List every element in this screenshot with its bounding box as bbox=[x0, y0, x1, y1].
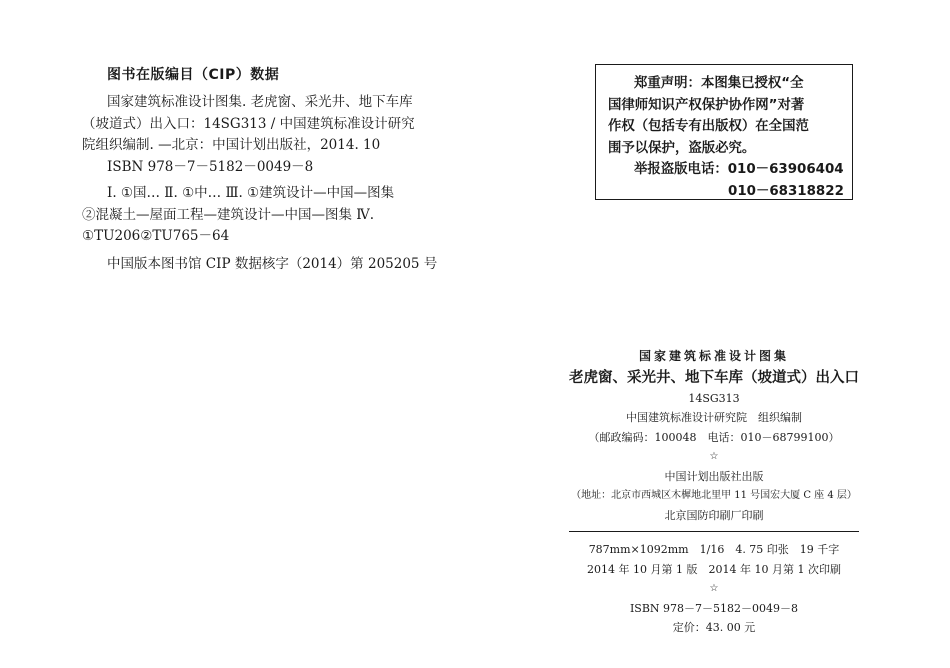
colophon-contact: （邮政编码：100048 电话：010－68799100） bbox=[588, 430, 840, 444]
colophon-edition: 2014 年 10 月第 1 版 2014 年 10 月第 1 次印刷 bbox=[587, 562, 841, 576]
colophon-divider bbox=[569, 531, 859, 532]
colophon bbox=[569, 347, 859, 638]
cip-line-subject-2: ②混凝土—屋面工程—建筑设计—中国—图集 Ⅳ. bbox=[82, 206, 375, 223]
colophon-series: 国家建筑标准设计图集 bbox=[638, 349, 789, 363]
notice-hotline-1: 举报盗版电话：010－63906404 bbox=[634, 162, 844, 177]
cip-line-isbn: ISBN 978－7－5182－0049－8 bbox=[107, 158, 314, 175]
colophon-address: （地址：北京市西城区木樨地北里甲 11 号国宏大厦 C 座 4 层） bbox=[571, 490, 857, 501]
colophon-price: 定价：43. 00 元 bbox=[672, 621, 756, 634]
colophon-isbn: ISBN 978－7－5182－0049－8 bbox=[629, 601, 799, 615]
cip-line-subject-1: Ⅰ. ①国… Ⅱ. ①中… Ⅲ. ①建筑设计—中国—图集 bbox=[107, 185, 395, 201]
cip-line-title-cont: （坡道式）出入口：14SG313 / 中国建筑标准设计研究 bbox=[82, 115, 415, 132]
colophon-specs: 787mm×1092mm 1/16 4. 75 印张 19 千字 bbox=[588, 543, 840, 556]
cip-line-core-number: 中国版本图书馆 CIP 数据核字（2014）第 205205 号 bbox=[107, 255, 438, 272]
notice-line: 国律师知识产权保护协作网”对著 bbox=[608, 97, 805, 113]
notice-line: 围予以保护，盗版必究。 bbox=[608, 140, 756, 156]
colophon-publisher: 中国计划出版社出版 bbox=[664, 469, 764, 483]
star-divider-icon: ☆ bbox=[709, 583, 719, 594]
star-divider-icon: ☆ bbox=[709, 451, 719, 462]
cip-record bbox=[82, 92, 437, 275]
notice-hotline-2: 010－68318822 bbox=[728, 183, 844, 199]
colophon-editor: 中国建筑标准设计研究院 组织编制 bbox=[626, 411, 802, 424]
notice-line: 郑重声明：本图集已授权“全 bbox=[634, 76, 804, 91]
cip-line-publisher: 院组织编制. —北京：中国计划出版社，2014. 10 bbox=[82, 137, 381, 153]
cip-heading: 图书在版编目（CIP）数据 bbox=[107, 67, 280, 83]
colophon-printer: 北京国防印刷厂印刷 bbox=[664, 508, 764, 522]
cip-line-classification: ①TU206②TU765－64 bbox=[82, 228, 230, 244]
colophon-title: 老虎窗、采光井、地下车库（坡道式）出入口 bbox=[569, 369, 859, 386]
copyright-notice-box bbox=[595, 64, 853, 200]
colophon-code: 14SG313 bbox=[688, 391, 740, 405]
notice-line: 作权（包括专有出版权）在全国范 bbox=[608, 119, 809, 134]
cip-line-title: 国家建筑标准设计图集. 老虎窗、采光井、地下车库 bbox=[107, 94, 413, 110]
